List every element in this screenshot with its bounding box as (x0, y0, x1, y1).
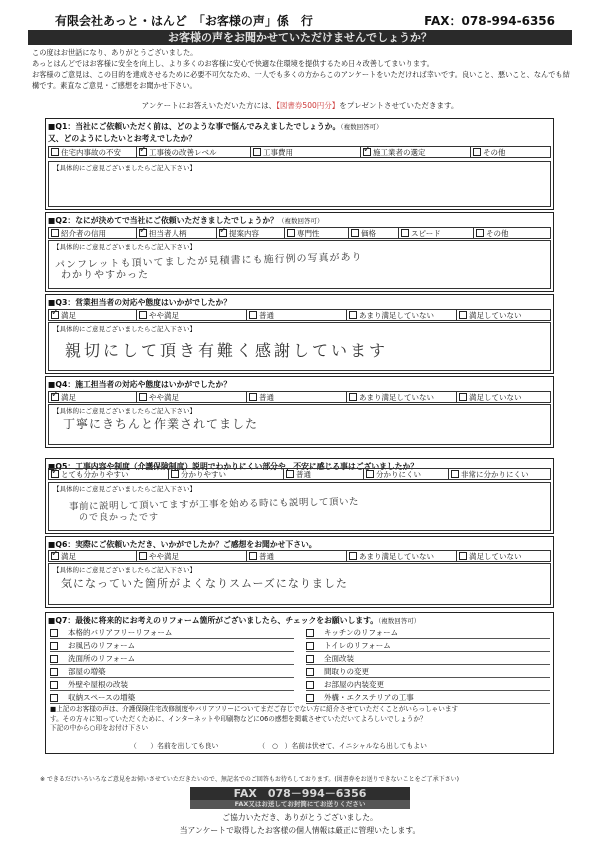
checkbox (139, 552, 147, 560)
q7-option[interactable]: 間取りの変更 (306, 666, 550, 678)
q1-detail[interactable]: 【具体的にご意見ございましたらご記入下さい】 (48, 161, 551, 207)
survey-banner: お客様の声をお聞かせていただけませんでしょうか？ (28, 30, 572, 45)
gift-label: 【図書券500円分】 (276, 101, 340, 110)
checkbox (349, 393, 357, 401)
q3-option[interactable]: やや満足 (137, 310, 247, 320)
checkbox (51, 148, 59, 156)
footer-note: ※ できるだけいろいろなご意見をお伺いさせていただきたいので、無記名でのご回答もお待ちしております。(図書券をお送りできないことをご了承下さい) (40, 776, 460, 783)
checkbox (171, 470, 179, 478)
checkbox (306, 655, 314, 663)
checkbox (51, 229, 59, 237)
q2-answer: パンフレットも頂いてましたが見積書にも施行例の写真があり (54, 251, 363, 272)
q2-option[interactable]: ✓ 担当者人柄 (137, 228, 217, 238)
q1-options (48, 146, 551, 158)
checkbox (306, 629, 314, 637)
q7-option[interactable]: 洗面所のリフォーム (50, 653, 294, 665)
checkbox (349, 311, 357, 319)
q3-option[interactable]: ✓ 満足 (49, 310, 137, 320)
q5-option[interactable]: 非常に分かりにくい (449, 469, 550, 479)
q2-options (48, 227, 551, 239)
checkbox-checked (219, 229, 227, 237)
q2-answer: わかりやすかった (61, 270, 149, 281)
checkbox (253, 148, 261, 156)
promo-text: アンケートにお答えいただいた方には、【図書券500円分】をプレゼントさせていただきます。 (141, 101, 459, 110)
q7-option[interactable]: 収納スペースの増築 (50, 692, 294, 704)
q6-title: ■Q6：実際にご依頼いただき、いかがでしたか？ご感想をお聞かせ下さい。 (48, 540, 317, 549)
q5-answer: ので良かったです (79, 513, 160, 523)
checkbox (306, 642, 314, 650)
q4-option[interactable]: あまり満足していない (347, 392, 457, 402)
checkbox (476, 229, 484, 237)
q7-title: ■Q7：最後に将来的にお考えのリフォーム箇所がございましたら、チェックをお願いします。（複数回答可） (48, 616, 421, 625)
checkbox-checked (51, 393, 59, 401)
q5-option[interactable]: ✓ とても分かりやすい (49, 469, 169, 479)
intro-line: あっとはんどではお客様に安全を向上し、より多くのお客様に安心で快適な住環境を提供するため日々改善してまいります。 (32, 59, 434, 68)
q5-option[interactable]: 普通 (284, 469, 364, 479)
q6-option[interactable]: 満足していない (457, 551, 550, 561)
privacy-text: 当アンケートで取得したお客様の個人情報は厳正に管理いたします。 (179, 826, 421, 835)
q2-title: ■Q2：なにが決めてで当社にご依頼いただきましたでしょうか？（複数回答可） (48, 216, 324, 225)
q5-option[interactable]: 分かりやすい (169, 469, 284, 479)
checkbox (286, 470, 294, 478)
q7-option[interactable]: 外壁や屋根の改装 (50, 679, 294, 691)
q1-title: ■Q1：当社にご依頼いただく前は、どのような事で悩んでみえましたでしょうか。（複数回答可） (48, 122, 383, 131)
checkbox (349, 552, 357, 560)
q4-answer: 丁寧にきちんと作業されてました (63, 417, 259, 431)
q6-option[interactable]: やや満足 (137, 551, 247, 561)
checkbox (50, 681, 58, 689)
checkbox (249, 393, 257, 401)
intro-line: この度はお世話になり、ありがとうございました。 (32, 48, 198, 57)
q5-answer: 事前に説明して頂いてますが工事を始める時にも説明して頂いた (68, 496, 360, 513)
checkbox (306, 668, 314, 676)
q3-answer: 親切にして頂き有難く感謝しています (65, 341, 389, 360)
q4-option[interactable]: 普通 (247, 392, 347, 402)
intro-text (32, 47, 572, 91)
fax-subband: FAX又はお送してお封筒にてお送りください (190, 800, 410, 809)
checkbox (451, 470, 459, 478)
checkbox (306, 694, 314, 702)
checkbox (306, 681, 314, 689)
q5-title: ■Q5：工事内容や制度（介護保険制度）説明でわかりにくい部分や、不安に感じる事はございましたか？ (48, 462, 419, 471)
q5-detail[interactable]: 【具体的にご意見ございましたらご記入下さい】 事前に説明して頂いてますが工事を始める時にも説明して頂いた ので良かったです (48, 482, 551, 531)
q2-option[interactable]: 紹介者の信用 (49, 228, 137, 238)
q6-option[interactable]: ✓ 満足 (49, 551, 137, 561)
publish-permission: ■上記のお客様の声は、介護保険住宅改修制度やバリアフリーについてまだご存じでない方に紹介させていただくことがいらっしゃいます す。その方々に知っていただくために、インターネットや印刷物などに06の感想を掲載させていただいてよろしいでしょうか？ 下記の中から○印をお付け下さい (50, 705, 459, 732)
q2-option[interactable]: 専門性 (285, 228, 349, 238)
checkbox-checked (363, 148, 371, 156)
q6-answer: 気になっていた箇所がよくなりスムーズになりました (61, 577, 348, 590)
q3-option[interactable]: あまり満足していない (347, 310, 457, 320)
checkbox (50, 629, 58, 637)
checkbox (459, 311, 467, 319)
q4-option[interactable]: やや満足 (137, 392, 247, 402)
checkbox (351, 229, 359, 237)
q1-option[interactable]: その他 (471, 147, 550, 157)
thanks-text: ご協力いただき、ありがとうございました。 (222, 813, 378, 822)
q6-option[interactable]: 普通 (247, 551, 347, 561)
q6-detail[interactable]: 【具体的にご意見ございましたらご記入下さい】 気になっていた箇所がよくなりスムーズになりました (48, 563, 551, 605)
checkbox (287, 229, 295, 237)
q3-option[interactable]: 満足していない (457, 310, 550, 320)
q6-options (48, 550, 551, 562)
checkbox-checked (51, 552, 59, 560)
q3-option[interactable]: 普通 (247, 310, 347, 320)
q7-option[interactable]: キッチンのリフォーム (306, 627, 550, 639)
checkbox (139, 393, 147, 401)
q3-detail[interactable]: 【具体的にご意見ございましたらご記入下さい】 親切にして頂き有難く感謝しています (48, 322, 551, 371)
checkbox (473, 148, 481, 156)
checkbox (50, 655, 58, 663)
checkbox (401, 229, 409, 237)
q7-option[interactable]: トイレのリフォーム (306, 640, 550, 652)
q5-options (48, 468, 551, 480)
q2-option[interactable]: ✓ 提案内容 (217, 228, 285, 238)
checkbox (50, 694, 58, 702)
fax-band: FAX 078－994－6356 (190, 787, 410, 800)
fax-number: FAX：078-994-6356 (424, 14, 555, 28)
checkbox (459, 552, 467, 560)
checkbox-checked (139, 148, 147, 156)
q2-option[interactable]: 価格 (349, 228, 399, 238)
q7-option[interactable]: 外構・エクステリアの工事 (306, 692, 550, 704)
checkbox-checked (51, 470, 59, 478)
q4-option[interactable]: 満足していない (457, 392, 550, 402)
name-option-show[interactable]: （ ）名前を出しても良い (130, 742, 219, 750)
q7-option[interactable]: お風呂のリフォーム (50, 640, 294, 652)
checkbox (249, 552, 257, 560)
q7-option[interactable]: お部屋の内装変更 (306, 679, 550, 691)
q7-option[interactable]: 部屋の増築 (50, 666, 294, 678)
checkbox (366, 470, 374, 478)
q4-options (48, 391, 551, 403)
checkbox (50, 668, 58, 676)
company-name: 有限会社あっと・はんど 「お客様の声」係 行 (55, 14, 313, 28)
q1-option[interactable]: ✓ 工事後の改善レベル (137, 147, 251, 157)
q7-options (50, 627, 550, 704)
checkbox (459, 393, 467, 401)
q1-option[interactable]: 住宅内事故の不安 (49, 147, 137, 157)
q7-option[interactable]: 本格的バリアフリーリフォーム (50, 627, 294, 639)
q4-option[interactable]: ✓ 満足 (49, 392, 137, 402)
intro-line: お客様のご意見は、この目的を達成させるために必要不可欠なため、一人でも多くの方からこのアンケートをいただければ幸いです。良いこと、悪いこと、なんでも結構です。素直なご意見・ご感想をお聞かせ下さい。 (32, 70, 570, 90)
q2-option[interactable]: その他 (474, 228, 550, 238)
q1-option[interactable]: 工事費用 (251, 147, 361, 157)
q2-option[interactable]: スピード (399, 228, 474, 238)
q2-detail[interactable]: 【具体的にご意見ございましたらご記入下さい】 パンフレットも頂いてましたが見積書にも施行例の写真があり わかりやすかった (48, 240, 551, 289)
q1-option[interactable]: ✓ 施工業者の選定 (361, 147, 471, 157)
header (55, 12, 555, 29)
q3-options (48, 309, 551, 321)
checkbox (50, 642, 58, 650)
checkbox (139, 311, 147, 319)
q6-option[interactable]: あまり満足していない (347, 551, 457, 561)
checkbox-checked (51, 311, 59, 319)
name-options (130, 740, 427, 750)
checkbox-checked (139, 229, 147, 237)
q4-detail[interactable]: 【具体的にご意見ございましたらご記入下さい】 丁寧にきちんと作業されてました (48, 404, 551, 445)
q1-subtitle: 又、どのようにしたいとお考えでしたか？ (48, 134, 197, 143)
q4-title: ■Q4：施工担当者の対応や態度はいかがでしたか？ (48, 380, 232, 389)
q7-option[interactable]: 全面改装 (306, 653, 550, 665)
q5-option[interactable]: 分かりにくい (364, 469, 449, 479)
q3-title: ■Q3：営業担当者の対応や態度はいかがでしたか？ (48, 298, 232, 307)
checkbox (249, 311, 257, 319)
name-option-initials[interactable]: （ ○ ）名前は伏せて、イニシャルなら出してもよい (258, 742, 427, 750)
